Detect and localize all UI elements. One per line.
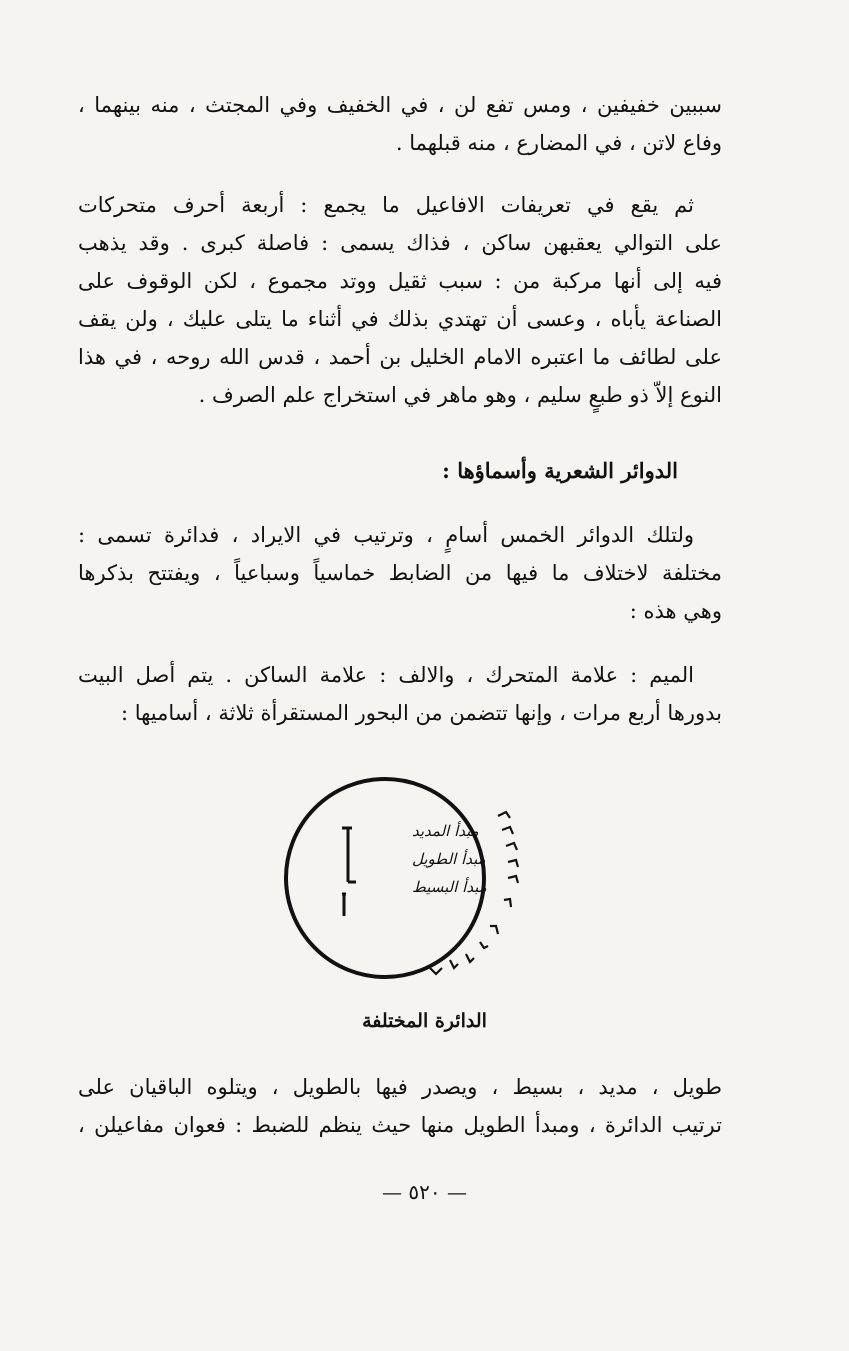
paragraph-3 (78, 516, 722, 630)
paragraph-2 (78, 186, 722, 414)
text-line: بدورها أربع مرات ، وإنها تتضمن من البحور المستقرأة ثلاثة ، أساميها : (120, 701, 722, 725)
text-line: على لطائف ما اعتبره الامام الخليل بن أحمد ، قدس الله روحه ، في هذا (78, 345, 722, 369)
text-line: النوع إلاّ ذو طبعٍ سليم ، وهو ماهر في استخراج علم الصرف . (198, 383, 722, 407)
section-heading: الدوائر الشعرية وأسماؤها : (442, 458, 678, 483)
text-line: ثم يقع في تعريفات الافاعيل ما يجمع : أربعة أحرف متحركات (78, 193, 694, 217)
label-tawil: مبدأ الطويل (412, 850, 486, 868)
label-basit: مبدأ البسيط (412, 878, 487, 896)
text-line: على التوالي يعقبهن ساكن ، فذاك يسمى : فاصلة كبرى . وقد يذهب (78, 231, 722, 255)
text-line: طويل ، مديد ، بسيط ، ويصدر فيها بالطويل ، ويتلوه الباقيان على (78, 1075, 722, 1099)
text-line: فيه إلى أنها مركبة من : سبب ثقيل ووتد مجموع ، لكن الوقوف على (78, 269, 722, 293)
text-line: وفاع لاتن ، في المضارع ، منه قبلهما . (395, 131, 722, 155)
text-line: ترتيب الدائرة ، ومبدأ الطويل منها حيث ينظم للضبط : فعوان مفاعيلن ، (78, 1113, 722, 1137)
paragraph-5 (78, 1068, 722, 1144)
paragraph-4 (78, 656, 722, 732)
text-line: ولتلك الدوائر الخمس أسامٍ ، وترتيب في الايراد ، فدائرة تسمى : (78, 523, 694, 547)
circle-diagram (280, 770, 540, 990)
text-line: سببين خفيفين ، ومس تفع لن ، في الخفيف وفي المجتث ، منه بينهما ، (78, 93, 722, 117)
text-line: الميم : علامة المتحرك ، والالف : علامة الساكن . يتم أصل البيت (78, 663, 694, 687)
label-madid: مبدأ المديد (412, 822, 479, 840)
text-line: مختلفة لاختلاف ما فيها من الضابط خماسياً وسباعياً ، ويفتتح بذكرها (78, 561, 722, 585)
text-line: وهي هذه : (629, 599, 722, 623)
circle-diagram-svg (280, 770, 540, 990)
text-line: الصناعة يأباه ، وعسى أن تهتدي بذلك في أثناء ما يتلى عليك ، ولن يقف (78, 307, 722, 331)
bracket-mark (342, 894, 346, 916)
page-number: — ٥٢٠ — (382, 1180, 467, 1204)
diagram-caption: الدائرة المختلفة (362, 1010, 487, 1032)
bracket-mark (342, 828, 356, 882)
paragraph-1 (78, 86, 722, 162)
